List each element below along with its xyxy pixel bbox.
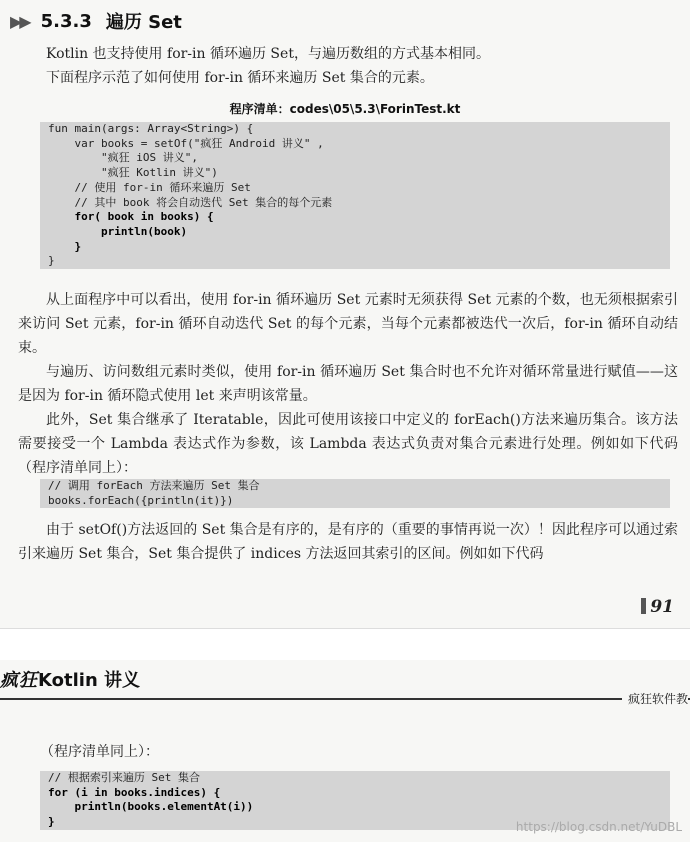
code-line: for( book in books) { [48, 210, 214, 224]
book-page-next [0, 660, 690, 842]
watermark: https://blog.csdn.net/YuDBL [515, 820, 682, 834]
running-header [0, 660, 690, 706]
double-chevron-icon: ▶▶ [10, 11, 29, 31]
code-line: // 使用 for-in 循环来遍历 Set [48, 180, 251, 194]
code-line: } [48, 815, 55, 829]
section-number: 5.3.3 [40, 10, 92, 32]
code-line: } [48, 239, 82, 253]
code-line: // 根据索引来遍历 Set 集合 [48, 771, 200, 784]
listing-caption: 程序清单：codes\05\5.3\ForinTest.kt [229, 102, 461, 116]
code-line: "疯狂 iOS 讲义", [48, 151, 198, 165]
code-line: "疯狂 Kotlin 讲义") [48, 166, 218, 180]
intro-line-2: 下面程序示范了如何使用 for-in 循环来遍历 Set 集合的元素。 [46, 70, 434, 86]
paragraph-4: 由于 setOf()方法返回的 Set 集合是有序的，是有序的（重要的事情再说一次）！因此程序可以通过索引来遍历 Set 集合，Set 集合提供了 indices 方法返回其索引的区间。例如如下代码 [18, 522, 678, 562]
page-gap [0, 628, 690, 661]
section-heading [10, 6, 182, 36]
code-line: for (i in books.indices) { [48, 785, 221, 799]
code-line: // 调用 forEach 方法来遍历 Set 集合 [48, 479, 260, 492]
code-line: var books = setOf("疯狂 Android 讲义" , [48, 136, 324, 150]
code-line: fun main(args: Array<String>) { [48, 122, 254, 135]
book-title [0, 666, 140, 692]
code-block-forin [40, 122, 670, 269]
code-line: books.forEach({println(it)}) [48, 493, 234, 507]
code-block-foreach [40, 479, 670, 508]
intro-line-1: Kotlin 也支持使用 for-in 循环遍历 Set，与遍历数组的方式基本相同。 [46, 46, 490, 62]
code-line: println(book) [48, 224, 188, 238]
paragraph-2: 与遍历、访问数组元素时类似，使用 for-in 循环遍历 Set 集合时也不允许对循环常量进行赋值——这是因为 for-in 循环隐式使用 let 来声明该常量。 [18, 364, 678, 404]
book-title-logo: 疯狂 [0, 670, 38, 691]
paragraph-5: （程序清单同上）： [40, 744, 159, 760]
code-line: // 其中 book 将会自动迭代 Set 集合的每个元素 [48, 195, 333, 209]
page-number: 91 [641, 597, 674, 617]
book-title-text: Kotlin 讲义 [38, 670, 141, 691]
code-line: } [48, 254, 55, 268]
paragraph-1: 从上面程序中可以看出，使用 for-in 循环遍历 Set 元素时无须获得 Set 元素的个数，也无须根据索引来访问 Set 元素，for-in 循环自动迭代 Set 的每个元素，当每个元素都被迭代一次后，for-in 循环自动结束。 [18, 292, 678, 356]
header-rule [0, 698, 690, 700]
section-title: 遍历 Set [105, 12, 182, 33]
paragraph-3: 此外，Set 集合继承了 Iteratable，因此可使用该接口中定义的 forEach()方法来遍历集合。该方法需要接受一个 Lambda 表达式作为参数，该 Lambda 表达式负责对集合元素进行处理。例如如下代码（程序清单同上）： [18, 412, 678, 476]
code-line: println(books.elementAt(i)) [48, 800, 254, 814]
publisher-name: 疯狂软件教 [622, 690, 688, 707]
